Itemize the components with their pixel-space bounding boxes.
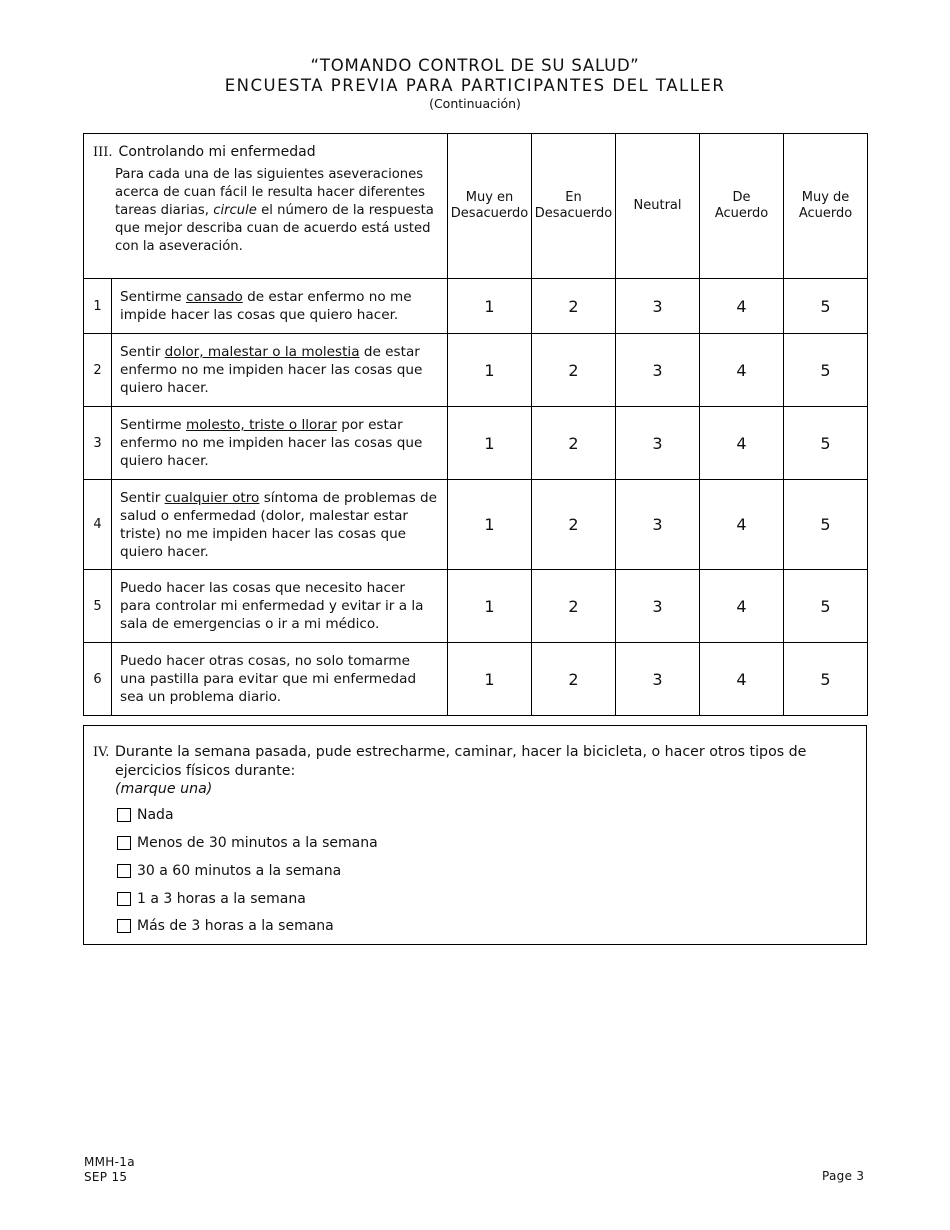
section-3-instructions: Para cada una de las siguientes aseveraciones acerca de cuan fácil le resulta hacer diferentes tareas diarias, circule el número de la respuesta que mejor describa cuan de acuerdo está usted con la aseveración. <box>115 167 434 254</box>
rating-option-4[interactable]: 4 <box>700 407 784 480</box>
row-number: 1 <box>84 279 112 334</box>
checkbox[interactable] <box>117 836 131 850</box>
table-row <box>84 334 868 407</box>
page-number: Page 3 <box>822 1169 865 1183</box>
table-row <box>84 279 868 334</box>
option-label: 1 a 3 horas a la semana <box>137 891 306 907</box>
column-header-de-acuerdo: De Acuerdo <box>700 134 784 279</box>
table-row <box>84 570 868 643</box>
rating-option-1[interactable]: 1 <box>448 407 532 480</box>
option-label: 30 a 60 minutos a la semana <box>137 863 342 879</box>
rating-option-2[interactable]: 2 <box>532 570 616 643</box>
rating-option-5[interactable]: 5 <box>784 643 868 716</box>
form-footer <box>84 1155 135 1185</box>
statement-text: Sentir cualquier otro síntoma de problemas de salud o enfermedad (dolor, malestar estar triste) no me impiden hacer las cosas que quiero hacer. <box>112 480 448 570</box>
rating-option-4[interactable]: 4 <box>700 643 784 716</box>
rating-option-1[interactable]: 1 <box>448 334 532 407</box>
section-4-box <box>83 725 867 945</box>
rating-option-4[interactable]: 4 <box>700 570 784 643</box>
survey-title: “TOMANDO CONTROL DE SU SALUD” <box>310 56 640 75</box>
option-nada[interactable] <box>117 806 174 824</box>
checkbox[interactable] <box>117 864 131 878</box>
rating-option-1[interactable]: 1 <box>448 480 532 570</box>
statement-text: Sentirme cansado de estar enfermo no me impide hacer las cosas que quiero hacer. <box>112 279 448 334</box>
rating-option-5[interactable]: 5 <box>784 279 868 334</box>
question-text-line-2: ejercicios físicos durante: <box>115 763 296 779</box>
table-row <box>84 643 868 716</box>
statement-text: Sentir dolor, malestar o la molestia de estar enfermo no me impiden hacer las cosas que quiero hacer. <box>112 334 448 407</box>
section-3-number: III. <box>93 145 113 160</box>
checkbox[interactable] <box>117 808 131 822</box>
option-label: Más de 3 horas a la semana <box>137 918 334 934</box>
rating-option-5[interactable]: 5 <box>784 334 868 407</box>
statement-text: Puedo hacer otras cosas, no solo tomarme una pastilla para evitar que mi enfermedad sea un problema diario. <box>112 643 448 716</box>
rating-option-1[interactable]: 1 <box>448 279 532 334</box>
option-label: Menos de 30 minutos a la semana <box>137 835 378 851</box>
section-3-intro <box>84 134 448 279</box>
rating-option-5[interactable]: 5 <box>784 570 868 643</box>
row-number: 2 <box>84 334 112 407</box>
rating-option-3[interactable]: 3 <box>616 570 700 643</box>
option-menos-de-30-minutos[interactable] <box>117 834 378 852</box>
rating-option-3[interactable]: 3 <box>616 407 700 480</box>
row-number: 4 <box>84 480 112 570</box>
row-number: 3 <box>84 407 112 480</box>
section-4-number: IV. <box>93 745 110 760</box>
table-row <box>84 407 868 480</box>
rating-option-3[interactable]: 3 <box>616 334 700 407</box>
rating-option-3[interactable]: 3 <box>616 480 700 570</box>
form-id: MMH-1a <box>84 1155 135 1169</box>
column-header-muy-en-desacuerdo: Muy en Desacuerdo <box>448 134 532 279</box>
rating-option-4[interactable]: 4 <box>700 334 784 407</box>
question-hint: (marque una) <box>115 781 213 797</box>
form-date: SEP 15 <box>84 1170 128 1184</box>
section-3-title: Controlando mi enfermedad <box>118 144 316 160</box>
table-row <box>84 480 868 570</box>
checkbox[interactable] <box>117 919 131 933</box>
rating-option-5[interactable]: 5 <box>784 480 868 570</box>
rating-option-2[interactable]: 2 <box>532 407 616 480</box>
section-4-question <box>93 743 833 798</box>
option-mas-de-3-horas[interactable] <box>117 917 334 935</box>
rating-option-2[interactable]: 2 <box>532 643 616 716</box>
rating-option-4[interactable]: 4 <box>700 279 784 334</box>
option-1-a-3-horas[interactable] <box>117 890 306 908</box>
section-3-header-row <box>84 134 868 279</box>
option-30-a-60-minutos[interactable] <box>117 862 341 880</box>
rating-option-5[interactable]: 5 <box>784 407 868 480</box>
column-header-muy-de-acuerdo: Muy de Acuerdo <box>784 134 868 279</box>
rating-option-2[interactable]: 2 <box>532 279 616 334</box>
option-label: Nada <box>137 807 174 823</box>
row-number: 6 <box>84 643 112 716</box>
statement-text: Sentirme molesto, triste o llorar por estar enfermo no me impiden hacer las cosas que quiero hacer. <box>112 407 448 480</box>
rating-option-1[interactable]: 1 <box>448 570 532 643</box>
rating-option-1[interactable]: 1 <box>448 643 532 716</box>
section-3-heading <box>93 143 439 162</box>
rating-option-2[interactable]: 2 <box>532 480 616 570</box>
survey-subtitle: ENCUESTA PREVIA PARA PARTICIPANTES DEL TALLER <box>224 76 726 95</box>
question-text-line-1: Durante la semana pasada, pude estrecharme, caminar, hacer la bicicleta, o hacer otros tipos de <box>115 744 807 760</box>
rating-option-3[interactable]: 3 <box>616 643 700 716</box>
row-number: 5 <box>84 570 112 643</box>
column-header-neutral: Neutral <box>616 134 700 279</box>
rating-option-3[interactable]: 3 <box>616 279 700 334</box>
statement-text: Puedo hacer las cosas que necesito hacer para controlar mi enfermedad y evitar ir a la sala de emergencias o ir a mi médico. <box>112 570 448 643</box>
section-3-table <box>83 133 868 716</box>
page-header <box>0 56 950 112</box>
rating-option-4[interactable]: 4 <box>700 480 784 570</box>
continuation-note: (Continuación) <box>429 96 521 111</box>
checkbox[interactable] <box>117 892 131 906</box>
rating-option-2[interactable]: 2 <box>532 334 616 407</box>
column-header-en-desacuerdo: En Desacuerdo <box>532 134 616 279</box>
